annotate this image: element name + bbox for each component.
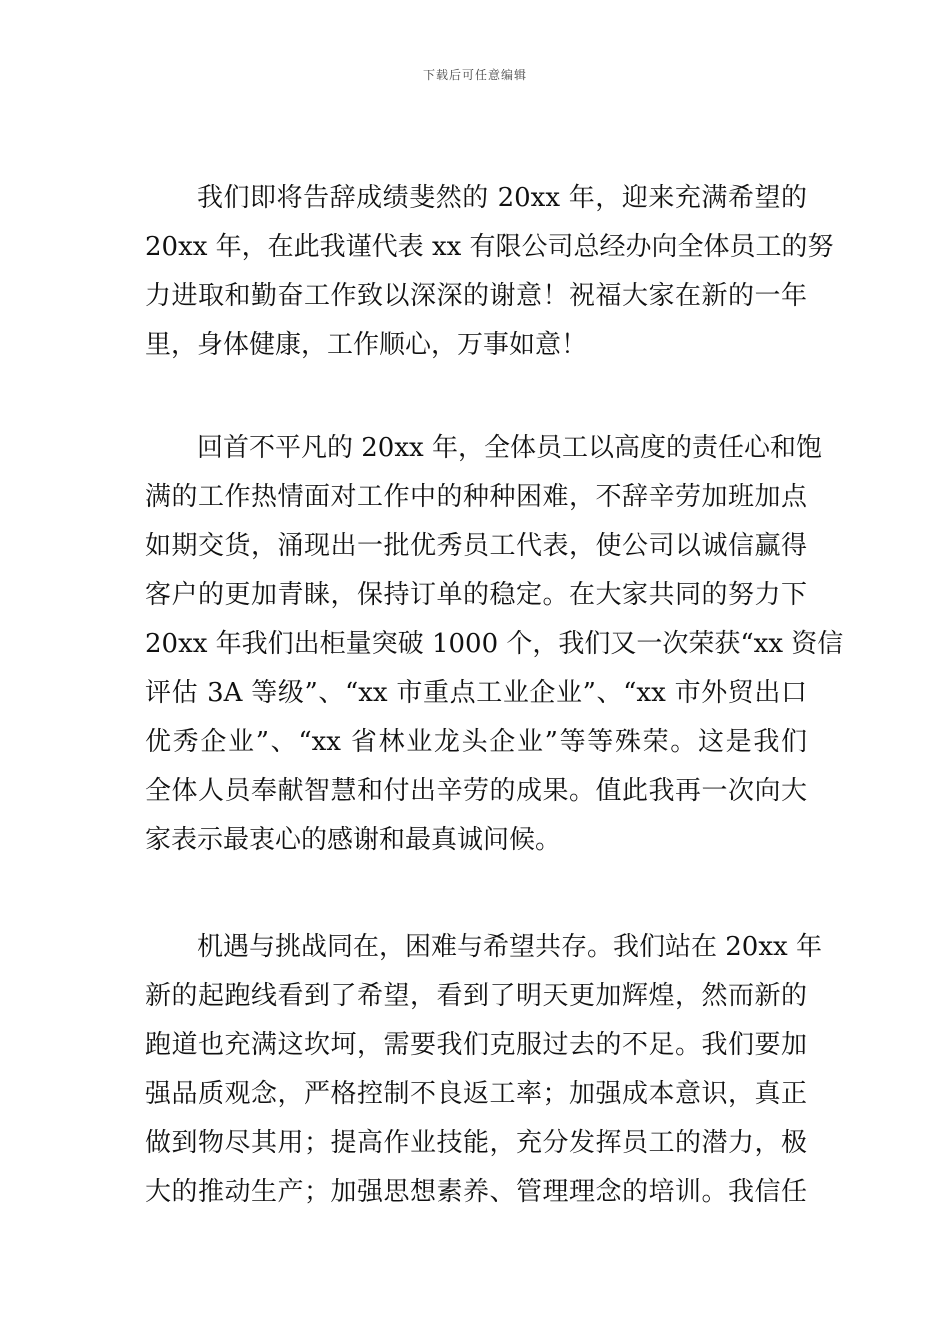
text-line: 里，身体健康，工作顺心，万事如意！ [145, 330, 588, 360]
text-line: 全体人员奉献智慧和付出辛劳的成果。值此我再一次向大 [145, 776, 807, 806]
text-line: 做到物尽其用；提高作业技能，充分发挥员工的潜力，极 [145, 1128, 807, 1158]
text-line: 家表示最衷心的感谢和最真诚问候。 [145, 825, 562, 855]
header-note: 下载后可任意编辑 [422, 68, 527, 82]
text-line: 强品质观念，严格控制不良返工率；加强成本意识，真正 [145, 1079, 807, 1109]
text-line: 20xx 年，在此我谨代表 xx 有限公司总经办向全体员工的努 [145, 232, 834, 262]
text-line: 20xx 年我们出柜量突破 1000 个，我们又一次荣获“xx 资信 [145, 629, 844, 659]
text-line: 如期交货，涌现出一批优秀员工代表，使公司以诚信赢得 [145, 531, 807, 561]
text-line: 回首不平凡的 20xx 年，全体员工以高度的责任心和饱 [197, 433, 822, 463]
text-line: 新的起跑线看到了希望，看到了明天更加辉煌，然而新的 [145, 981, 807, 1011]
text-line: 机遇与挑战同在，困难与希望共存。我们站在 20xx 年 [197, 932, 822, 962]
text-line: 客户的更加青睐，保持订单的稳定。在大家共同的努力下 [145, 580, 807, 610]
text-line: 力进取和勤奋工作致以深深的谢意！祝福大家在新的一年 [145, 281, 807, 311]
text-line: 评估 3A 等级”、“xx 市重点工业企业”、“xx 市外贸出口 [145, 678, 807, 708]
paragraph-1 [145, 174, 834, 370]
text-line: 我们即将告辞成绩斐然的 20xx 年，迎来充满希望的 [197, 183, 807, 213]
text-line: 大的推动生产；加强思想素养、管理理念的培训。我信任 [145, 1177, 807, 1207]
text-line: 满的工作热情面对工作中的种种困难，不辞辛劳加班加点 [145, 482, 807, 512]
text-line: 跑道也充满这坎坷，需要我们克服过去的不足。我们要加 [145, 1030, 807, 1060]
text-line: 优秀企业”、“xx 省林业龙头企业”等等殊荣。这是我们 [145, 727, 807, 757]
paragraph-3 [145, 923, 822, 1217]
paragraph-2 [145, 424, 844, 865]
